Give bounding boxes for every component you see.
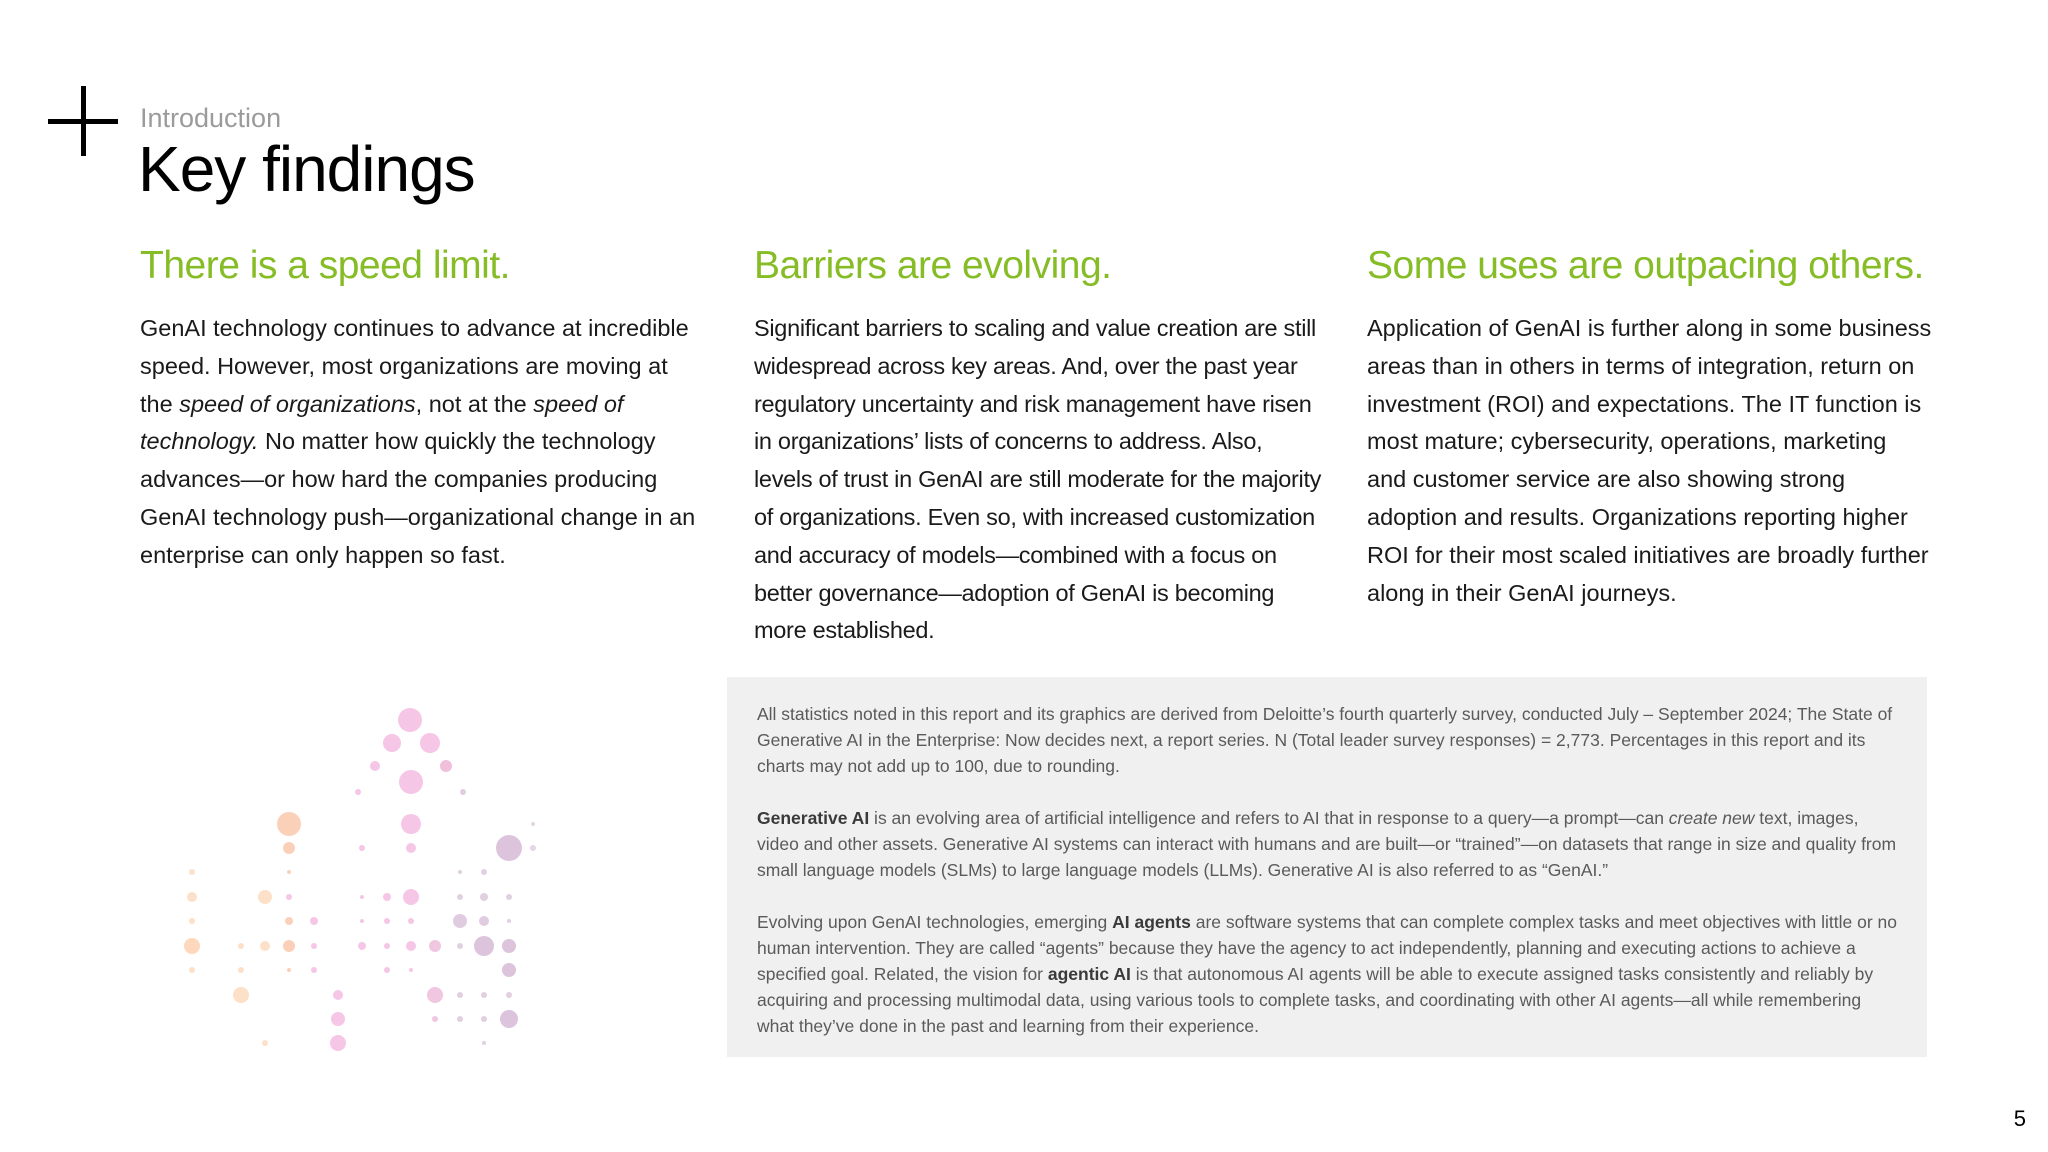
finding-column-barriers [754, 244, 1324, 650]
note-statistics: All statistics noted in this report and its graphics are derived from Deloitte’s fourth quarterly survey, conducted July – September 2024; The State of Generative AI in the Enterprise: Now decides next, a report series. N (Total leader survey responses) = 2,773. Percentages in this report and its charts may not add up to 100, due to rounding. [757, 704, 1893, 776]
page-number: 5 [2013, 1106, 2026, 1131]
finding-body: Significant barriers to scaling and value creation are still widespread across key areas. And, over the past year regulatory uncertainty and risk management have risen in organizations’ lists of concerns to address. Also, levels of trust in GenAI are still moderate for the majority of organizations. Even so, with increased customization and accuracy of models—combined with a focus on better governance—adoption of GenAI is becoming more established. [754, 315, 1322, 644]
finding-body: Application of GenAI is further along in some business areas than in others in terms of integration, return on investment (ROI) and expectations. The IT function is most mature; cybersecurity, operations, marketing and customer service are also showing strong adoption and results. Organizations reporting higher ROI for their most scaled initiatives are broadly further along in their GenAI journeys. [1367, 315, 1932, 606]
finding-body: GenAI technology continues to advance at incredible speed. However, most organizations are moving at the speed of organizations, not at the speed of technology. No matter how quickly the technology advances—or how hard the companies producing GenAI technology push—organizational change in an enterprise can only happen so fast. [140, 315, 696, 568]
page-title: Key findings [138, 133, 475, 205]
methodology-note-box [727, 677, 1927, 1057]
note-ai-agents: Evolving upon GenAI technologies, emerging AI agents are software systems that can complete complex tasks and meet objectives with little or no human intervention. They are called “agents” because they have the agency to act independently, planning and executing actions to achieve a specified goal. Related, the vision for agentic AI is that autonomous AI agents will be able to execute assigned tasks consistently and reliably by acquiring and processing multimodal data, using various tools to complete tasks, and coordinating with other AI agents—all while remembering what they’ve done in the past and learning from their experience. [757, 912, 1898, 1036]
note-generative-ai: Generative AI is an evolving area of artificial intelligence and refers to AI that in response to a query—a prompt—can create new text, images, video and other assets. Generative AI systems can interact with humans and are built—or “trained”—on datasets that range in size and quality from small language models (SLMs) to large language models (LLMs). Generative AI is also referred to as “GenAI.” [757, 808, 1897, 880]
section-label: Introduction [140, 103, 282, 133]
finding-heading: Some uses are outpacing others. [1367, 244, 1924, 287]
decorative-dot-pattern [100, 700, 600, 1130]
dot-pattern-circles [184, 708, 536, 1051]
finding-heading: There is a speed limit. [140, 244, 510, 287]
finding-heading: Barriers are evolving. [754, 244, 1112, 287]
finding-column-speed-limit [140, 244, 700, 575]
plus-icon [48, 86, 118, 156]
finding-column-uses [1367, 244, 1932, 612]
